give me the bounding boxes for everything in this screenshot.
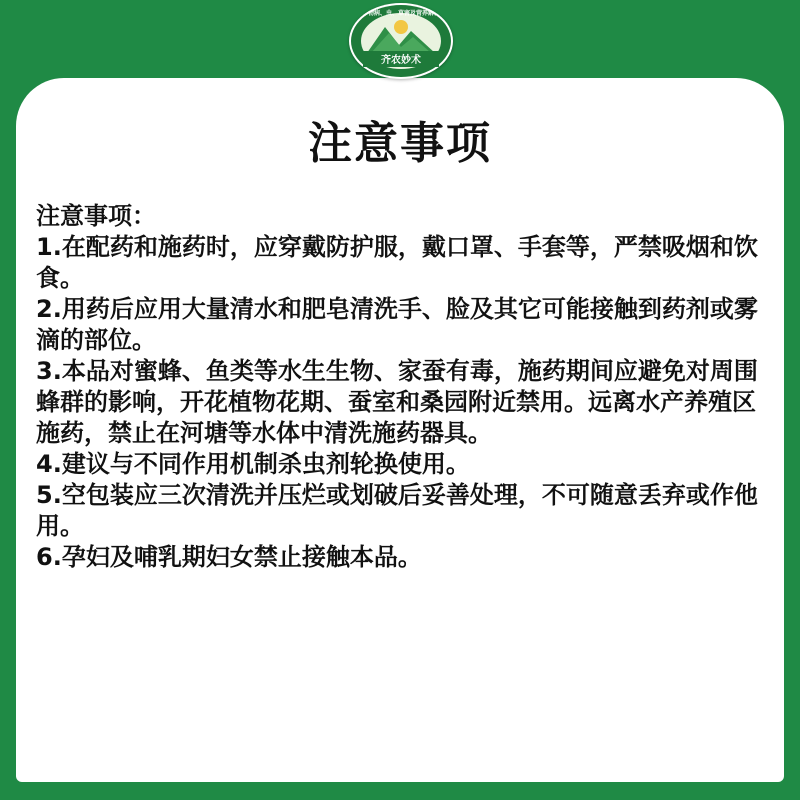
precaution-item: 3.本品对蜜蜂、鱼类等水生生物、家蚕有毒，施药期间应避免对周围蜂群的影响，开花植物花期、蚕室和桑园附近禁用。远离水产养殖区施药，禁止在河塘等水体中清洗施药器具。 (36, 357, 758, 447)
mountain-sun-logo-icon (349, 3, 453, 79)
logo-brand-text: 齐农妙术 (381, 55, 421, 66)
precaution-item: 6.孕妇及哺乳期妇女禁止接触本品。 (36, 543, 422, 571)
section-heading: 注意事项： (36, 202, 156, 230)
precaution-item: 2.用药后应用大量清水和肥皂清洗手、脸及其它可能接触到药剂或雾滴的部位。 (36, 295, 758, 354)
precaution-item: 1.在配药和施药时，应穿戴防护服，戴口罩、手套等，严禁吸烟和饮食。 (36, 233, 758, 292)
brand-logo (349, 3, 453, 79)
precautions-body (36, 201, 776, 573)
precaution-item: 5.空包装应三次清洗并压烂或划破后妥善处理，不可随意丢弃或作他用。 (36, 481, 758, 540)
precaution-item: 4.建议与不同作用机制杀虫剂轮换使用。 (36, 450, 470, 478)
page-title: 注意事项 (308, 118, 492, 169)
logo-arc-text: 提供作物病、虫、草害及营养解决方案 (349, 10, 453, 17)
